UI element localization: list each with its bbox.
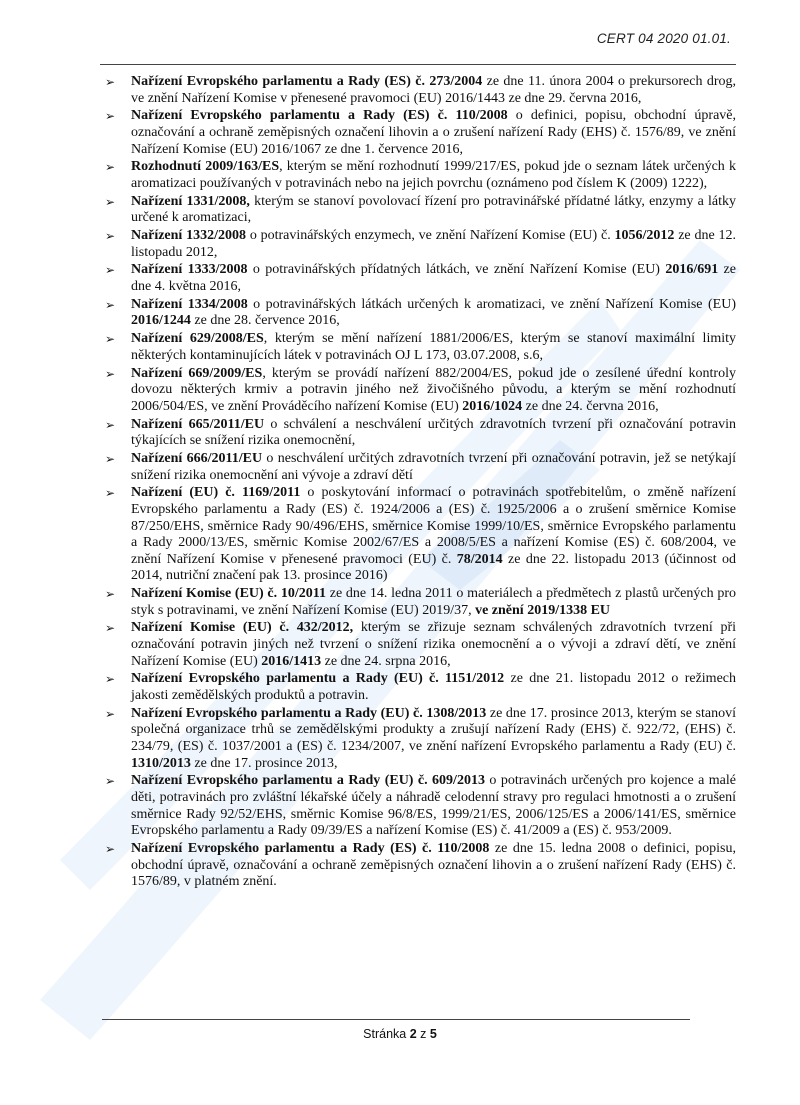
regulation-item <box>103 451 736 484</box>
footer-divider <box>102 1019 690 1020</box>
regulation-reference: Nařízení 1331/2008, <box>131 193 250 209</box>
regulation-reference: Nařízení Evropského parlamentu a Rady (EU) č. 1151/2012 <box>131 671 505 687</box>
regulation-reference: Nařízení Evropského parlamentu a Rady (ES) č. 110/2008 <box>131 840 490 856</box>
arrow-bullet-icon: ➢ <box>105 263 116 278</box>
regulation-item <box>103 297 736 330</box>
arrow-bullet-icon: ➢ <box>105 774 116 789</box>
regulation-text: o neschválení určitých zdravotních tvrzení při označování potravin, jež se netýkají snížení rizika onemocnění ani vývoje a zdraví dětí <box>131 450 736 483</box>
regulation-reference: 2016/1413 <box>261 653 322 669</box>
regulation-text: o potravinářských látkách určených k aromatizaci, ve znění Nařízení Komise (EU) <box>247 296 736 312</box>
arrow-bullet-icon: ➢ <box>105 621 116 636</box>
regulation-item <box>103 366 736 416</box>
regulation-item <box>103 620 736 670</box>
arrow-bullet-icon: ➢ <box>105 160 116 175</box>
page-separator: z <box>420 1027 427 1041</box>
regulation-text: o schválení a neschválení určitých zdravotních tvrzení při označování potravin týkajících se snížení rizika onemocnění, <box>131 416 736 449</box>
regulation-item <box>103 841 736 891</box>
regulation-text: ze dne 28. července 2016, <box>190 313 340 329</box>
document-code: CERT 04 2020 01.01. <box>596 31 731 46</box>
regulation-reference: Rozhodnutí 2009/163/ES <box>131 159 280 175</box>
page-word: Stránka <box>363 1027 407 1041</box>
arrow-bullet-icon: ➢ <box>105 109 116 124</box>
regulation-reference: Nařízení Evropského parlamentu a Rady (ES) č. 110/2008 <box>131 108 508 124</box>
regulation-text: o potravinách určených pro kojence a malé děti, potravinách pro zvláštní lékařské účely a náhradě celodenní stravy pro regulaci hmotnosti a o zrušení směrnice Rady 92/52/EHS, směrnic Komise 96/8/ES, 1999/21/ES, 2006/125/ES a 2006/141/ES, směrnice Evropského parlamentu a Rady 09/39/ES a nařízení Komise (ES) č. 41/2009 a (ES) č. 953/2009. <box>131 773 736 839</box>
arrow-bullet-icon: ➢ <box>105 332 116 347</box>
regulation-reference: Nařízení Evropského parlamentu a Rady (EU) č. 1308/2013 <box>131 705 487 721</box>
regulation-item <box>103 773 736 839</box>
regulation-text: ze dne 24. června 2016, <box>522 398 659 414</box>
regulations-list <box>103 74 736 891</box>
arrow-bullet-icon: ➢ <box>105 75 116 89</box>
regulation-reference: ve znění 2019/1338 EU <box>475 602 611 618</box>
page-total: 5 <box>429 1027 437 1041</box>
regulation-item <box>103 262 736 295</box>
arrow-bullet-icon: ➢ <box>105 672 116 687</box>
regulation-item <box>103 586 736 619</box>
regulation-item <box>103 74 736 107</box>
regulation-text: ze dne 17. prosince 2013, <box>190 755 338 771</box>
regulation-item <box>103 228 736 261</box>
regulation-item <box>103 194 736 227</box>
regulation-text: ze dne 21. listopadu 2012 o režimech jakosti zemědělských produktů a potravin. <box>131 671 736 703</box>
page-current: 2 <box>409 1027 417 1041</box>
regulation-reference: Nařízení 1333/2008 <box>131 262 248 278</box>
regulation-text: , kterým se mění nařízení 1881/2006/ES, kterým se stanoví maximální limity některých kontaminujících látek v potravinách OJ L 173, 03.07.2008, s.6, <box>131 331 737 363</box>
regulation-item <box>103 159 736 192</box>
arrow-bullet-icon: ➢ <box>105 486 116 501</box>
regulation-item <box>103 706 736 772</box>
regulation-reference: 1310/2013 <box>131 755 191 771</box>
regulation-text: ze dne 11. února 2004 o prekursorech drog, ve znění Nařízení Komise v přenesené pravomoci (EU) 2016/1443 ze dne 29. června 2016, <box>131 74 736 106</box>
arrow-bullet-icon: ➢ <box>105 451 116 466</box>
regulation-text: , kterým se provádí nařízení 882/2004/ES, pokud jde o zesílené úřední kontroly dovozu některých krmiv a potravin jiného než živočišného původu, a kterým se mění rozhodnutí 2006/504/ES, ve znění Prováděcího nařízení Komise (EU) <box>131 365 736 414</box>
arrow-bullet-icon: ➢ <box>105 229 116 244</box>
regulation-reference: 2016/691 <box>665 262 719 278</box>
regulation-text: ze dne 24. srpna 2016, <box>321 653 451 669</box>
regulation-item <box>103 108 736 158</box>
regulation-reference: Nařízení Evropského parlamentu a Rady (ES) č. 273/2004 <box>131 74 483 89</box>
arrow-bullet-icon: ➢ <box>105 366 116 381</box>
regulations-list-container <box>103 74 736 892</box>
regulation-reference: Nařízení 1332/2008 <box>131 228 247 244</box>
regulation-reference: 78/2014 <box>456 551 503 567</box>
regulation-text: , kterým se mění rozhodnutí 1999/217/ES, pokud jde o seznam látek určených k aromatizaci používaných v potravinách nebo na jejich povrchu (oznámeno pod číslem K (2009) 1222), <box>131 159 736 191</box>
regulation-item <box>103 485 736 585</box>
regulation-item <box>103 671 736 704</box>
regulation-text: ze dne 4. května 2016, <box>131 262 736 295</box>
regulation-text: ze dne 12. listopadu 2012, <box>131 228 736 260</box>
regulation-reference: Nařízení 666/2011/EU <box>131 450 263 466</box>
regulation-text: kterým se stanoví povolovací řízení pro potravinářské přídatné látky, enzymy a látky určené k aromatizaci, <box>131 193 736 226</box>
arrow-bullet-icon: ➢ <box>105 587 116 602</box>
regulation-text: ze dne 17. prosince 2013, kterým se stanoví společná organizace trhů se zemědělskými produkty a zrušují nařízení Rady (EHS) č. 922/72, (EHS) č. 234/79, (ES) č. 1037/2001 a (ES) č. 1234/2007, ve znění nařízení Evropského parlamentu a Rady (EU) č. <box>131 705 736 754</box>
regulation-text: o potravinářských enzymech, ve znění Nařízení Komise (EU) č. <box>246 228 615 244</box>
regulation-reference: Nařízení 629/2008/ES <box>131 331 264 347</box>
regulation-text: o poskytování informací o potravinách spotřebitelům, o změně nařízení Evropského parlamentu a Rady (ES) č. 1924/2006 a (ES) č. 1925/2006 a o zrušení směrnice Komise 87/250/EHS, směrnice Rady 90/496/EHS, směrnice Komise 1999/10/ES, směrnice Evropského parlamentu a Rady 2000/13/ES, směrnic Komise 2002/67/ES a 2008/5/ES a nařízení Komise (ES) č. 608/2004, ve znění Nařízení Komise v přenesené pravomoci (EU) č. <box>131 485 737 567</box>
arrow-bullet-icon: ➢ <box>105 417 116 432</box>
regulation-reference: 2016/1024 <box>462 398 523 414</box>
regulation-reference: 2016/1244 <box>131 313 191 329</box>
arrow-bullet-icon: ➢ <box>105 706 116 721</box>
regulation-item <box>103 331 736 364</box>
regulation-reference: Nařízení (EU) č. 1169/2011 <box>131 485 301 501</box>
regulation-reference: Nařízení 669/2009/ES <box>131 365 263 381</box>
header-divider <box>100 64 736 65</box>
regulation-reference: Nařízení Evropského parlamentu a Rady (EU) č. 609/2013 <box>131 773 485 789</box>
regulation-reference: Nařízení 665/2011/EU <box>131 416 265 432</box>
regulation-text: o potravinářských přídatných látkách, ve znění Nařízení Komise (EU) <box>247 262 666 278</box>
regulation-reference: 1056/2012 <box>614 228 675 244</box>
regulation-reference: Nařízení 1334/2008 <box>131 296 248 312</box>
regulation-text: o definici, popisu, obchodní úpravě, označování a ochraně zeměpisných označení lihovin a o zrušení nařízení Rady (EHS) č. 1576/89, ve znění Nařízení Komise (EU) 2016/1067 ze dne 1. července 2016, <box>131 108 736 157</box>
regulation-text: kterým se zřizuje seznam schválených zdravotních tvrzení při označování potravin jiných než tvrzení o snížení rizika onemocnění a o vývoji a zdraví dětí, ve znění Nařízení Komise (EU) <box>131 620 736 669</box>
regulation-text: ze dne 14. ledna 2011 o materiálech a předmětech z plastů určených pro styk s potravinami, ve znění Nařízení Komise (EU) 2019/37, <box>131 586 736 618</box>
arrow-bullet-icon: ➢ <box>105 841 116 856</box>
regulation-text: ze dne 22. listopadu 2013 (účinnost od 2014, nutriční značení pak 13. prosince 2016) <box>131 551 736 584</box>
regulation-text: ze dne 15. ledna 2008 o definici, popisu, obchodní úpravě, označování a ochraně zeměpisných označení lihovin a o zrušení nařízení Rady (EHS) č. 1576/89, v platném znění. <box>131 840 736 890</box>
arrow-bullet-icon: ➢ <box>105 297 116 312</box>
page-number <box>0 1027 800 1041</box>
regulation-reference: Nařízení Komise (EU) č. 432/2012, <box>131 620 354 636</box>
regulation-item <box>103 417 736 450</box>
regulation-reference: Nařízení Komise (EU) č. 10/2011 <box>131 586 326 602</box>
arrow-bullet-icon: ➢ <box>105 194 116 209</box>
